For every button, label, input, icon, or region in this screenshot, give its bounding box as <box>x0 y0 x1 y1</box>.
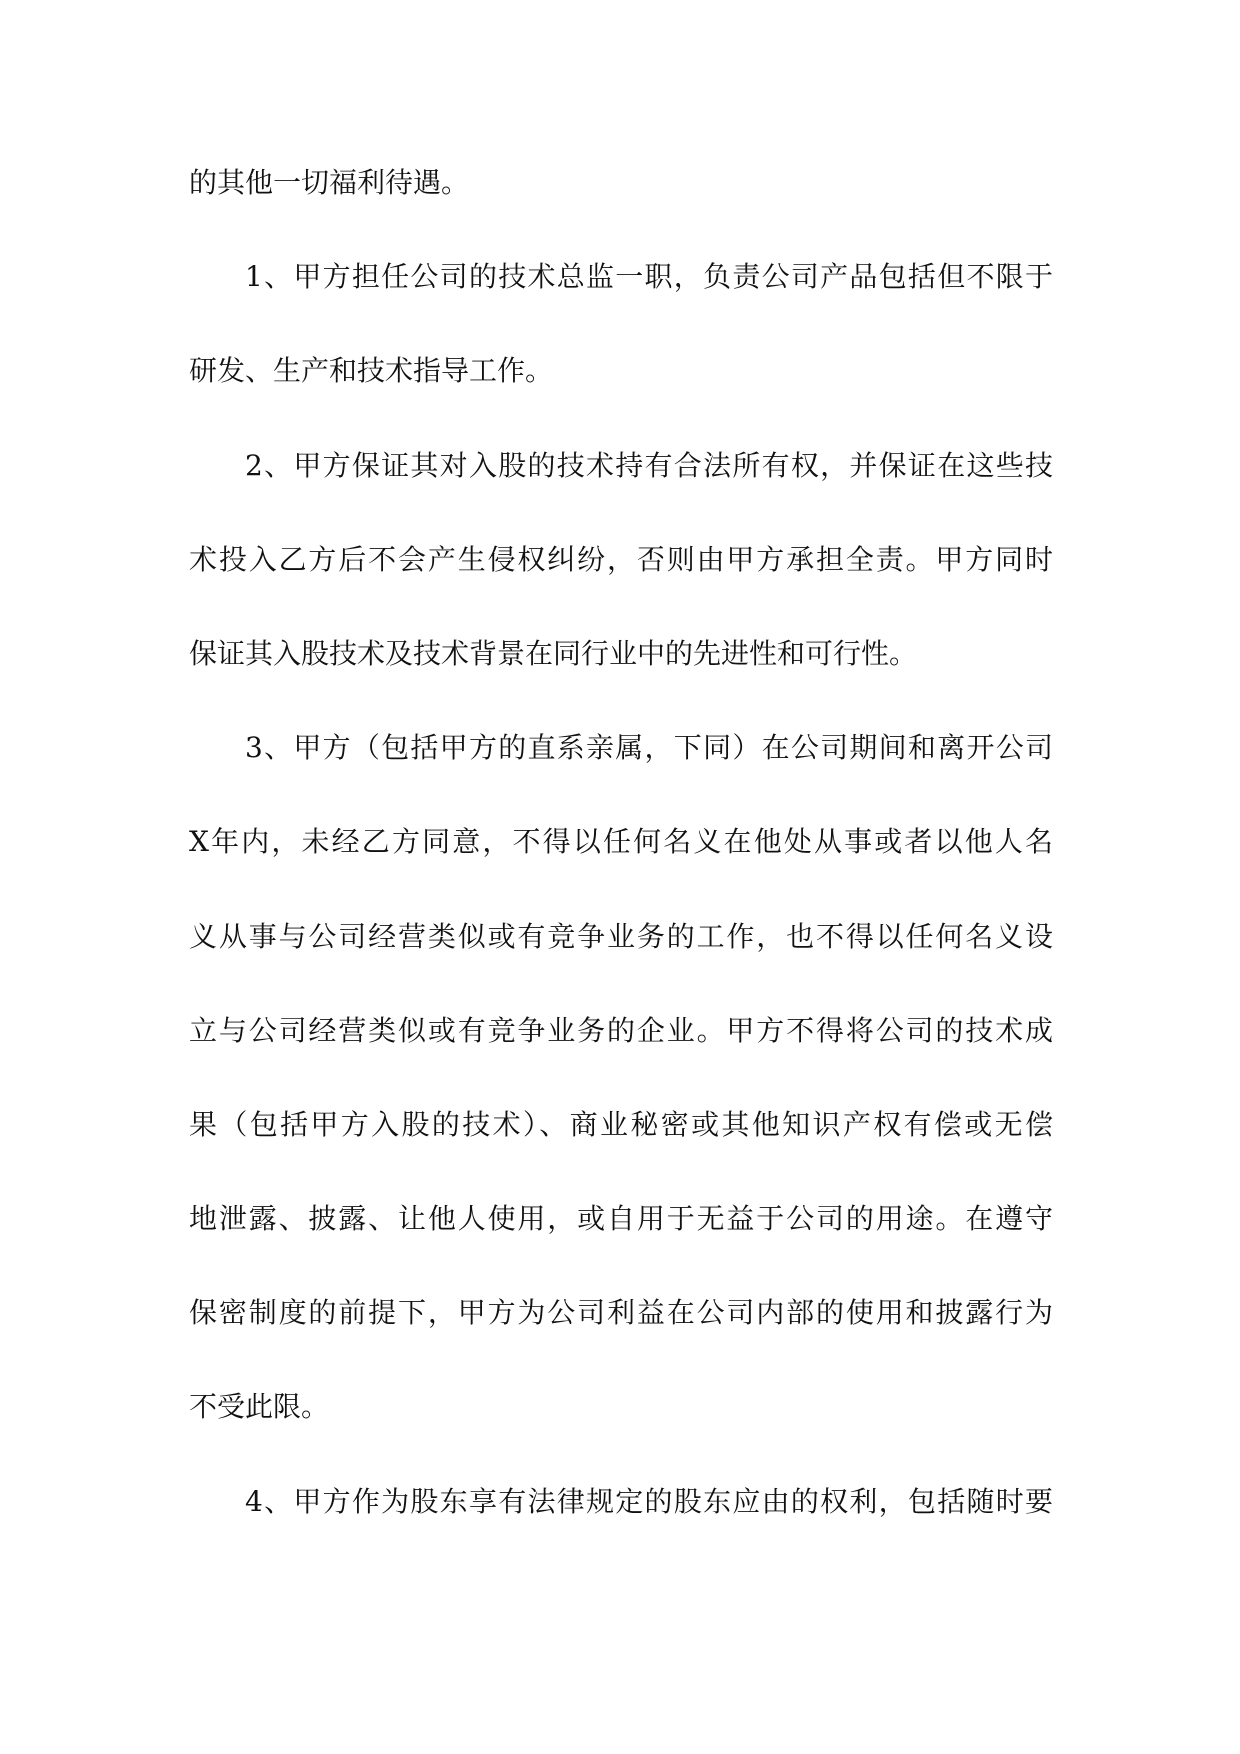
text-line: 不受此限。 <box>189 1390 330 1424</box>
text-line: 术投入乙方后不会产生侵权纠纷，否则由甲方承担全责。甲方同时 <box>189 542 1053 576</box>
clause-3-line: 3、甲方（包括甲方的直系亲属，下同）在公司期间和离开公司 <box>245 731 1053 765</box>
document-body <box>189 163 1053 1576</box>
text-line: 立与公司经营类似或有竞争业务的企业。甲方不得将公司的技术成 <box>189 1013 1053 1047</box>
text-line: 保证其入股技术及技术背景在同行业中的先进性和可行性。 <box>189 636 918 670</box>
text-line: 的其他一切福利待遇。 <box>189 166 470 199</box>
text-line: X年内，未经乙方同意，不得以任何名义在他处从事或者以他人名 <box>189 825 1053 859</box>
text-line: 保密制度的前提下，甲方为公司利益在公司内部的使用和披露行为 <box>189 1296 1053 1330</box>
text-line: 研发、生产和技术指导工作。 <box>189 354 554 388</box>
text-line: 义从事与公司经营类似或有竞争业务的工作，也不得以任何名义设 <box>189 919 1053 953</box>
clause-1-line: 1、甲方担任公司的技术总监一职，负责公司产品包括但不限于 <box>245 260 1053 294</box>
clause-2-line: 2、甲方保证其对入股的技术持有合法所有权，并保证在这些技 <box>245 448 1053 482</box>
text-line: 地泄露、披露、让他人使用，或自用于无益于公司的用途。在遵守 <box>189 1202 1053 1236</box>
text-line: 果（包括甲方入股的技术）、商业秘密或其他知识产权有偿或无偿 <box>189 1107 1053 1141</box>
clause-4-line: 4、甲方作为股东享有法律规定的股东应由的权利，包括随时要 <box>245 1484 1053 1518</box>
